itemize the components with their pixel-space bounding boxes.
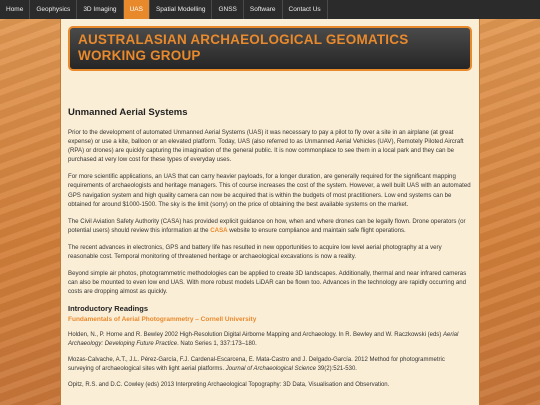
nav-item-gnss[interactable]: GNSS [212,0,243,19]
page-title: Unmanned Aerial Systems [68,107,188,118]
page-container [60,19,480,405]
main-content [61,107,479,390]
paragraph-scientific: For more scientific applications, an UAS that can carry heavier payloads, for a longer duration, are generally required for the significant mapping requirements of archaeologists and heritage managers. This of course increases the cost of the system. However, a well built UAS with an automated GPS navigation system and high quality camera can now be acquired that is within the budgets of most practitioners. Low end systems can be obtained for around $1000-1500. The sky is the limit (sorry) on the price of obtaining the best available systems on the market. [68,173,471,208]
top-navigation [0,0,540,19]
nav-item-spatial-modelling[interactable]: Spatial Modelling [150,0,213,19]
nav-item-home[interactable]: Home [0,0,30,19]
paragraph-casa [68,217,472,235]
banner-title-line2: WORKING GROUP [78,48,201,63]
casa-text-before: The Civil Aviation Safety Authority (CASA) has provided explicit guidance on how, when and where drones can be legally flown. Drone operators (or potential users) should review this information at the [68,217,466,234]
reference-item [68,331,472,349]
paragraph-photogrammetry: Beyond simple air photos, photogrammetric methodologies can be applied to create 3D landscapes. Additionally, thermal and near infrared cameras can also be mounted to even low end UAS. With more robust models LiDAR can be flown too. Advances in the technology are rapidly occurring and costs are dropping almost as quickly. [68,270,467,296]
site-banner [68,26,472,71]
nav-item-uas[interactable]: UAS [124,0,150,19]
ref1-source: . Nato Series 1, 337:173–180. [177,341,257,348]
cornell-photogrammetry-link[interactable]: Fundamentals of Aerial Photogrammetry – Cornell University [68,316,257,324]
ref2-journal: Journal of Archaeological Science [225,366,316,373]
ref2-text: Mozas-Calvache, A.T., J.L. Pérez-García, F.J. Cardenal-Escarcena, E. Mata-Castro and J. Delgado-García. 2012 Method for photogrammetric surveying of archaeological sites with light aerial platforms. [68,357,445,373]
nav-item-contact-us[interactable]: Contact Us [283,0,328,19]
nav-item-software[interactable]: Software [244,0,283,19]
paragraph-advances: The recent advances in electronics, GPS and battery life has resulted in new opportunities to acquire low level aerial photography at a very reasonable cost. Temporal monitoring of threatened heritage or archaeological excavations is now a reality. [68,243,442,261]
casa-text-after: website to ensure compliance and maintain safe flight operations. [227,226,406,234]
reference-item [68,356,472,374]
reference-item: Opitz, R.S. and D.C. Cowley (eds) 2013 Interpreting Archaeological Topography: 3D Data, Visualisation and Observation. [68,382,390,389]
nav-item-geophysics[interactable]: Geophysics [30,0,77,19]
readings-heading: Introductory Readings [68,304,149,314]
ref2-source: 39(2):521-530. [315,366,357,373]
casa-link[interactable]: CASA [210,226,228,234]
paragraph-intro: Prior to the development of automated Unmanned Aerial Systems (UAS) it was necessary to pay a pilot to fly over a site in an airplane (at great expense) or use a kite, balloon or an elevated platform. Today, UAS (also referred to as Unmanned Aerial Vehicles (UAV), Remotely Piloted Aircraft (RPA) or drones) are quickly capturing the imagination of the general public. It is now commonplace to see them in a local park and they can be purchased at very low cost for these types of everyday uses. [68,129,464,164]
nav-item-3d-imaging[interactable]: 3D Imaging [77,0,123,19]
banner-title-line1: AUSTRALASIAN ARCHAEOLOGICAL GEOMATICS [78,32,409,47]
ref1-title: Aerial Archaeology: Developing Future Practice [68,332,459,348]
ref1-text: Holden, N., P. Horne and R. Bewley 2002 High-Resolution Digital Airborne Mapping and Archaeology. In R. Bewley and W. Raczkowski (eds) [68,332,443,339]
